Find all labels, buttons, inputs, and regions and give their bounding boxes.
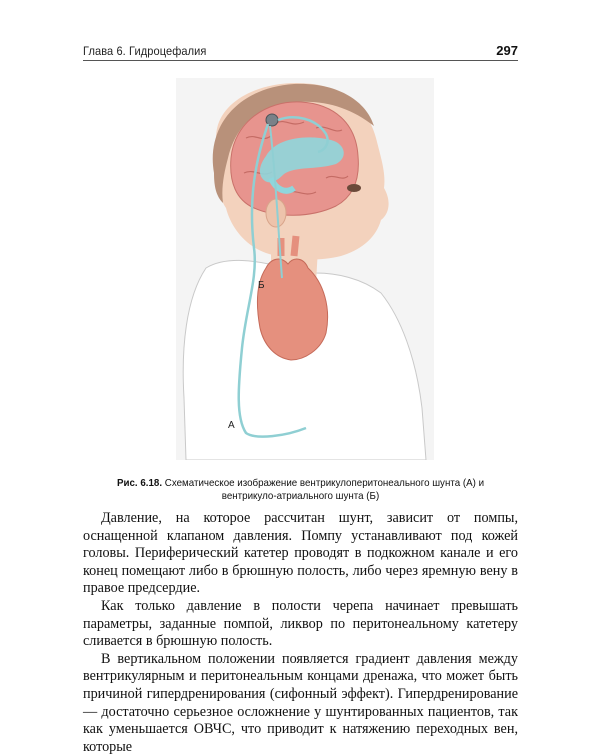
label-b: Б bbox=[258, 280, 265, 291]
shunt-illustration bbox=[176, 78, 434, 460]
caption-text: Схематическое изображение вентрикулоперитонеального шунта (А) и вентрикуло-атриального шунта (Б) bbox=[164, 477, 485, 502]
figure-caption bbox=[98, 477, 503, 503]
paragraph: Давление, на которое рассчитан шунт, зависит от помпы, оснащенной клапаном давления. Помпу устанавливают под кожей головы. Периферический катетер проводят в подкожном канале и его конец помещают либо в брюшную полость, либо через яремную вену в правое предсердие. bbox=[83, 510, 518, 597]
chapter-title: Глава 6. Гидроцефалия bbox=[83, 44, 207, 58]
illustration-svg bbox=[176, 78, 434, 460]
label-a: А bbox=[228, 420, 235, 431]
header-rule bbox=[83, 60, 518, 61]
paragraph: В вертикальном положении появляется градиент давления между вентрикулярным и перитонеальным концами дренажа, что может быть причиной гипердренирования (сифонный эффект). Гипердренирование — достаточно серьезное осложнение у шунтированных пациентов, так как уменьшается ОВЧС, что приводит к натяжению переходных вен, которые bbox=[83, 650, 518, 755]
running-header bbox=[83, 42, 518, 62]
eye bbox=[347, 184, 361, 192]
paragraph: Как только давление в полости черепа начинает превышать параметры, заданные помпой, ликвор по перитонеальному катетеру сливается в брюшную полость. bbox=[83, 597, 518, 650]
page-number: 297 bbox=[496, 43, 518, 58]
caption-label: Рис. 6.18. bbox=[116, 477, 163, 489]
body-text bbox=[83, 510, 518, 756]
